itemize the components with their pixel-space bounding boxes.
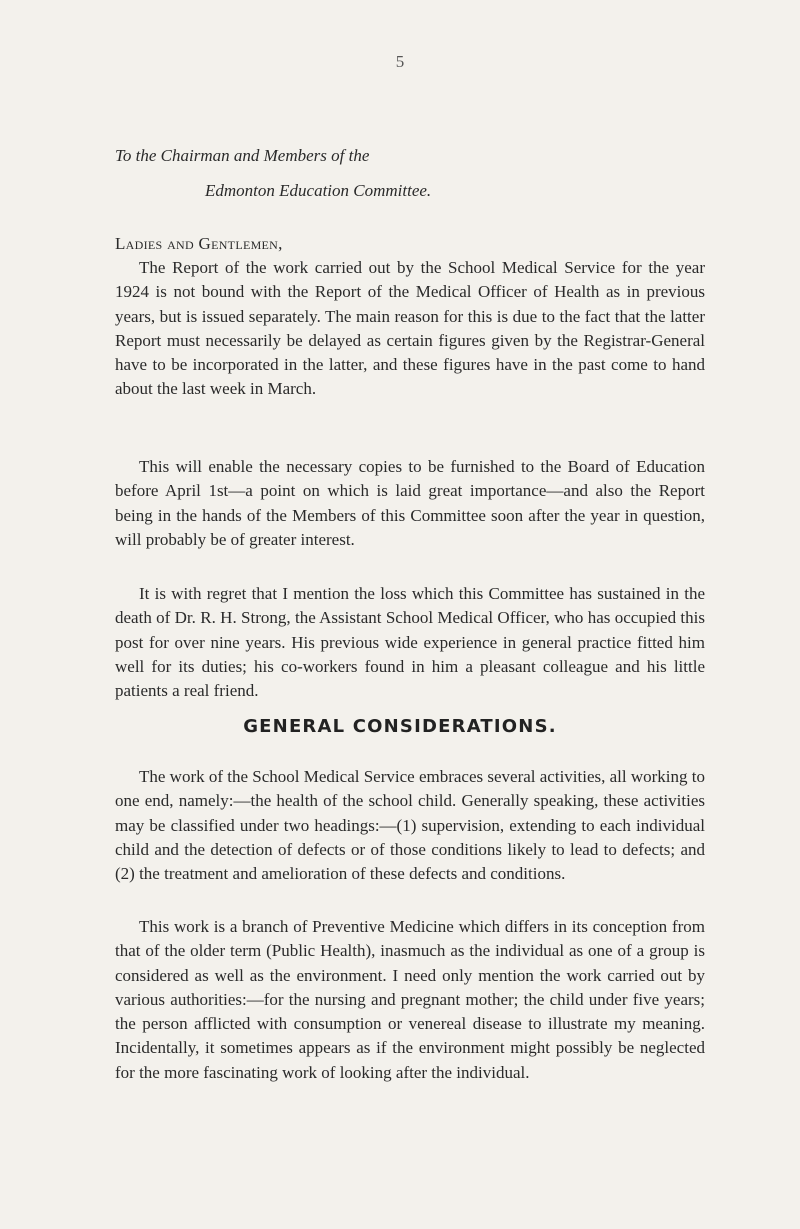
address-line-2: Edmonton Education Committee.	[205, 181, 432, 200]
page-number: 5	[395, 52, 405, 71]
body-paragraph: The Report of the work carried out by the School Medical Service for the year 1924 is not bound with the Report of the Medical Officer of Health as in previous years, but is issued separately. The main reason for this is due to the fact that the latter Report must necessarily be delayed as certain figures given by the Registrar-General have to be incorporated in the latter, and these figures have in the past come to hand about the last week in March.	[115, 258, 705, 399]
salutation: Ladies and Gentlemen,	[115, 234, 283, 253]
body-paragraph: This will enable the necessary copies to be furnished to the Board of Education before April 1st—a point on which is laid great importance—and also the Report being in the hands of the Members of this Committee soon after the year in question, will probably be of greater interest.	[115, 457, 705, 549]
section-heading: GENERAL CONSIDERATIONS.	[243, 716, 557, 737]
section-paragraph: This work is a branch of Preventive Medicine which differs in its conception from that of the older term (Public Health), inasmuch as the individual as one of a group is considered as well as the environment. I need only mention the work carried out by various authorities:—for the nursing and pregnant mother; the child under five years; the person afflicted with consumption or venereal disease to illustrate my meaning. Incidentally, it sometimes appears as if the environment might possibly be neglected for the more fascinating work of looking after the individual.	[115, 917, 705, 1082]
section-paragraph: The work of the School Medical Service embraces several activities, all working to one end, namely:—the health of the school child. Generally speaking, these activities may be classified under two headings:—(1) supervision, extending to each individual child and the detection of defects or of those conditions likely to lead to defects; and (2) the treatment and amelioration of these defects and conditions.	[115, 767, 706, 884]
address-line-1: To the Chairman and Members of the	[115, 146, 370, 165]
body-paragraph: It is with regret that I mention the loss which this Committee has sustained in the death of Dr. R. H. Strong, the Assistant School Medical Officer, who has occupied this post for over nine years. His previous wide experience in general practice fitted him well for its duties; his co-workers found in him a pleasant colleague and his little patients a real friend.	[115, 584, 705, 701]
